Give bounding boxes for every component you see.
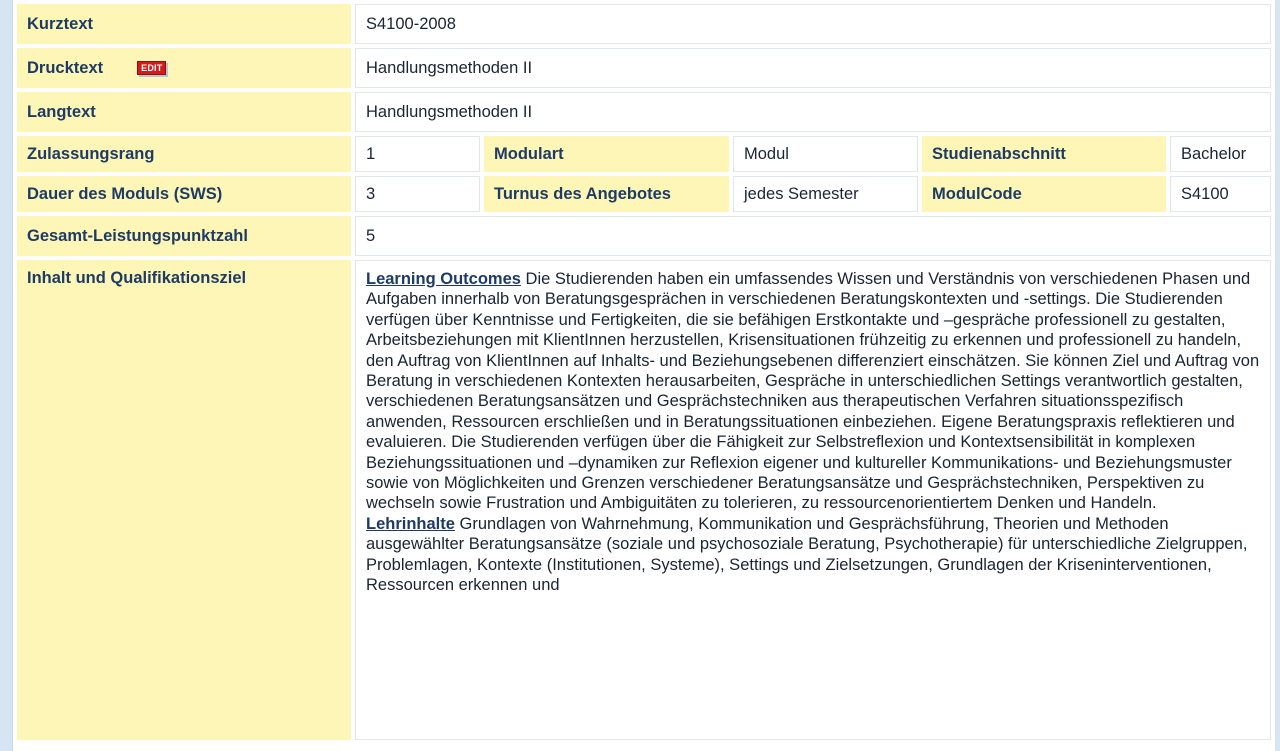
langtext-label: Langtext [17, 92, 351, 132]
modulcode-label: ModulCode [922, 176, 1166, 212]
row-leistungspunkte [17, 216, 1271, 256]
dauer-value: 3 [355, 176, 480, 212]
kurztext-label: Kurztext [17, 4, 351, 44]
leistungspunkte-label: Gesamt-Leistungspunktzahl [17, 216, 351, 256]
turnus-label: Turnus des Angebotes [484, 176, 729, 212]
studienabschnitt-label: Studienabschnitt [922, 136, 1166, 172]
kurztext-value: S4100-2008 [355, 4, 1271, 44]
zulassungsrang-value: 1 [355, 136, 480, 172]
inhalt-label: Inhalt und Qualifikationsziel [17, 260, 351, 740]
drucktext-label: Drucktext [27, 59, 104, 77]
row-dauer [17, 176, 1271, 212]
edit-icon[interactable]: EDIT [137, 61, 166, 75]
dauer-label: Dauer des Moduls (SWS) [17, 176, 351, 212]
langtext-value: Handlungsmethoden II [355, 92, 1271, 132]
lehrinhalte-heading: Lehrinhalte [366, 514, 455, 533]
inhalt-value [355, 260, 1271, 740]
module-detail-panel [12, 0, 1275, 751]
modulart-label: Modulart [484, 136, 729, 172]
zulassungsrang-label: Zulassungsrang [17, 136, 351, 172]
learning-outcomes-heading: Learning Outcomes [366, 270, 521, 288]
learning-outcomes-text: Die Studierenden haben ein umfassendes Wissen und Verständnis von verschiedenen Phasen und Aufgaben innerhalb von Beratungsgesprächen in verschiedenen Beratungskontexten und -settings. Die Studierenden verfügen über Kenntnisse und Fertigkeiten, die sie befähigen Erstkontakte und –gespräche professionell zu gestalten, Arbeitsbeziehungen mit KlientInnen herzustellen, Krisensituationen frühzeitig zu erkennen und professionell zu handeln, den Auftrag von KlientInnen auf Inhalts- und Beziehungsebenen differenziert einschätzen. Sie können Ziel und Auftrag von Beratung in verschiedenen Kontexten herausarbeiten, Gespräche in unterschiedlichen Settings verantwortlich gestalten, verschiedenen Beratungsansätzen und Gesprächstechniken aus therapeutischen Verfahren situationsspezifisch anwenden, Ressourcen erschließen und in Beratungssituationen einbeziehen. Eigene Beratungspraxis reflektieren und evaluieren. Die Studierenden verfügen über die Fähigkeit zur Selbstreflexion und Kontextsensibilität in komplexen Beziehungssituationen und –dynamiken zur Reflexion eigener und kultureller Kommunikations- und Beziehungsmuster sowie von Möglichkeiten und Grenzen verschiedener Beratungsansätze und Gesprächstechniken, Perspektiven zu wechseln sowie Frustration und Ambiguitäten zu tolerieren, zu ressourcenorientiertem Denken und Handeln. [366, 270, 1260, 513]
module-detail-table [13, 0, 1275, 744]
drucktext-label-cell [17, 48, 351, 88]
inhalt-text [366, 269, 1260, 739]
row-inhalt [17, 260, 1271, 740]
modulart-value: Modul [733, 136, 918, 172]
row-kurztext [17, 4, 1271, 44]
drucktext-value: Handlungsmethoden II [355, 48, 1271, 88]
row-langtext [17, 92, 1271, 132]
row-drucktext [17, 48, 1271, 88]
turnus-value: jedes Semester [733, 176, 918, 212]
row-zulassungsrang [17, 136, 1271, 172]
modulcode-value: S4100 [1170, 176, 1271, 212]
leistungspunkte-value: 5 [355, 216, 1271, 256]
studienabschnitt-value: Bachelor [1170, 136, 1271, 172]
lehrinhalte-text: Grundlagen von Wahrnehmung, Kommunikation und Gesprächsführung, Theorien und Methoden ausgewählter Beratungsansätze (soziale und psychosoziale Beratung, Psychotherapie) für unterschiedliche Zielgruppen, Problemlagen, Kontexte (Institutionen, Systeme), Settings und Zielsetzungen, Grundlagen der Kriseninterventionen, Ressourcen erkennen und [366, 514, 1248, 595]
